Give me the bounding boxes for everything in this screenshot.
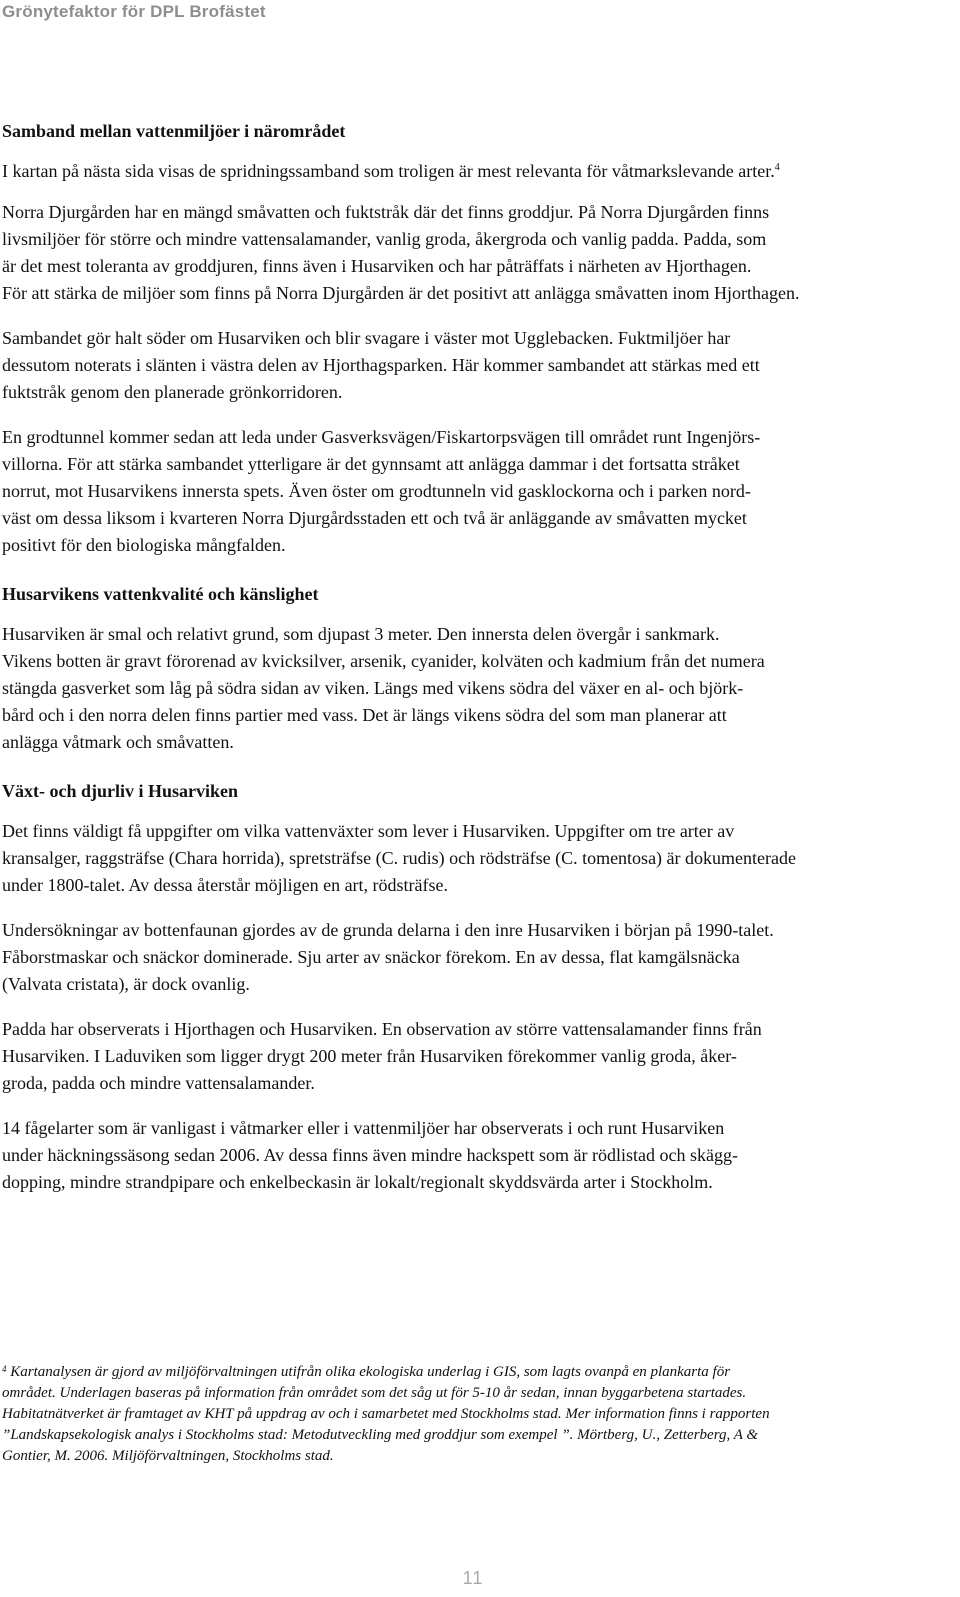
paragraph-grodtunnel: En grodtunnel kommer sedan att leda under Gasverksvägen/Fiskartorpsvägen till området runt Ingenjörs- villorna. För att stärka sambandet ytterligare är det gynnsamt att anlägga dammar i det fortsatta stråket norrut, mot Husarvikens innersta spets. Även öster om grodtunneln vid gasklockorna och i parken nord- väst om dessa liksom i kvarteren Norra Djurgårdsstaden ett och två är anläggande av småvatten mycket positivt för den biologiska mångfalden. [2,427,761,555]
paragraph-vattenvaxter: Det finns väldigt få uppgifter om vilka vattenväxter som lever i Husarviken. Uppgifter om tre arter av kransalger, raggsträfse (Chara horrida), spretsträfse (C. rudis) och rödsträfse (C. tomentosa) är dokumenterade under 1800-talet. Av dessa återstår möjligen en art, rödsträfse. [2,821,796,895]
paragraph-sambandet: Sambandet gör halt söder om Husarviken och blir svagare i väster mot Ugglebacken. Fuktmiljöer har dessutom noterats i slänten i västra delen av Hjorthagsparken. Här kommer sambandet att stärkas med ett fuktstråk genom den planerade grönkorridoren. [2,328,760,402]
footnote-marker: 4 [2,1364,7,1374]
paragraph-bottenfauna: Undersökningar av bottenfaunan gjordes av de grunda delarna i den inre Husarviken i början på 1990-talet. Fåborstmaskar och snäckor dominerade. Sju arter av snäckor förekom. En av dessa, flat kamgälsnäcka (Valvata cristata), är dock ovanlig. [2,920,774,994]
footnote-reference: 4 [774,162,780,173]
footnote [2,1362,952,1467]
running-header: Grönytefaktor för DPL Brofästet [2,2,266,21]
section-heading-samband: Samband mellan vattenmiljöer i närområdet [2,121,346,141]
paragraph-groddjur: Padda har observerats i Hjorthagen och Husarviken. En observation av större vattensalamander finns från Husarviken. I Laduviken som ligger drygt 200 meter från Husarviken förekommer vanlig groda, åker- groda, padda och mindre vattensalamander. [2,1019,762,1093]
paragraph-kartan-text: I kartan på nästa sida visas de spridningssamband som troligen är mest relevanta för våtmarkslevande arter. [2,161,775,181]
section-heading-vattenkvalite: Husarvikens vattenkvalité och känslighet [2,584,319,604]
page-number: 11 [462,1568,484,1588]
paragraph-husarviken: Husarviken är smal och relativt grund, som djupast 3 meter. Den innersta delen övergår i sankmark. Vikens botten är gravt förorenad av kvicksilver, arsenik, cyanider, kolväten och kadmium från det numera stängda gasverket som låg på södra sidan av viken. Längs med vikens södra del växer en al- och björk- bård och i den norra delen finns partier med vass. Det är längs vikens södra del som man planerar att anlägga våtmark och småvatten. [2,624,765,752]
paragraph-kartan [2,158,952,185]
footnote-text: Kartanalysen är gjord av miljöförvaltningen utifrån olika ekologiska underlag i GIS, som lagts ovanpå en plankarta för området. Underlagen baseras på information från området som det såg ut för 5-10 år sedan, innan byggarbetena startades. Habitatnätverket är framtaget av KHT på uppdrag av och i samarbetet med Stockholms stad. Mer information finns i rapporten ”Landskapsekologisk analys i Stockholms stad: Metodutveckling med groddjur som exempel ”. Mörtberg, U., Zetterberg, A & Gontier, M. 2006. Miljöförvaltningen, Stockholms stad. [2,1364,770,1464]
paragraph-fagelarter: 14 fågelarter som är vanligast i våtmarker eller i vattenmiljöer har observerats i och runt Husarviken under häckningssäsong sedan 2006. Av dessa finns även mindre hackspett som är rödlistad och skägg- dopping, mindre strandpipare och enkelbeckasin är lokalt/regionalt skyddsvärda arter i Stockholm. [2,1118,739,1192]
paragraph-norra-djurgarden: Norra Djurgården har en mängd småvatten och fuktstråk där det finns groddjur. På Norra Djurgården finns livsmiljöer för större och mindre vattensalamander, vanlig groda, åkergroda och vanlig padda. Padda, som är det mest toleranta av groddjuren, finns även i Husarviken och har påträffats i närheten av Hjorthagen. För att stärka de miljöer som finns på Norra Djurgården är det positivt att anlägga småvatten inom Hjorthagen. [2,202,800,303]
section-heading-vaxt-djurliv: Växt- och djurliv i Husarviken [2,781,239,801]
page-content [2,118,952,1214]
